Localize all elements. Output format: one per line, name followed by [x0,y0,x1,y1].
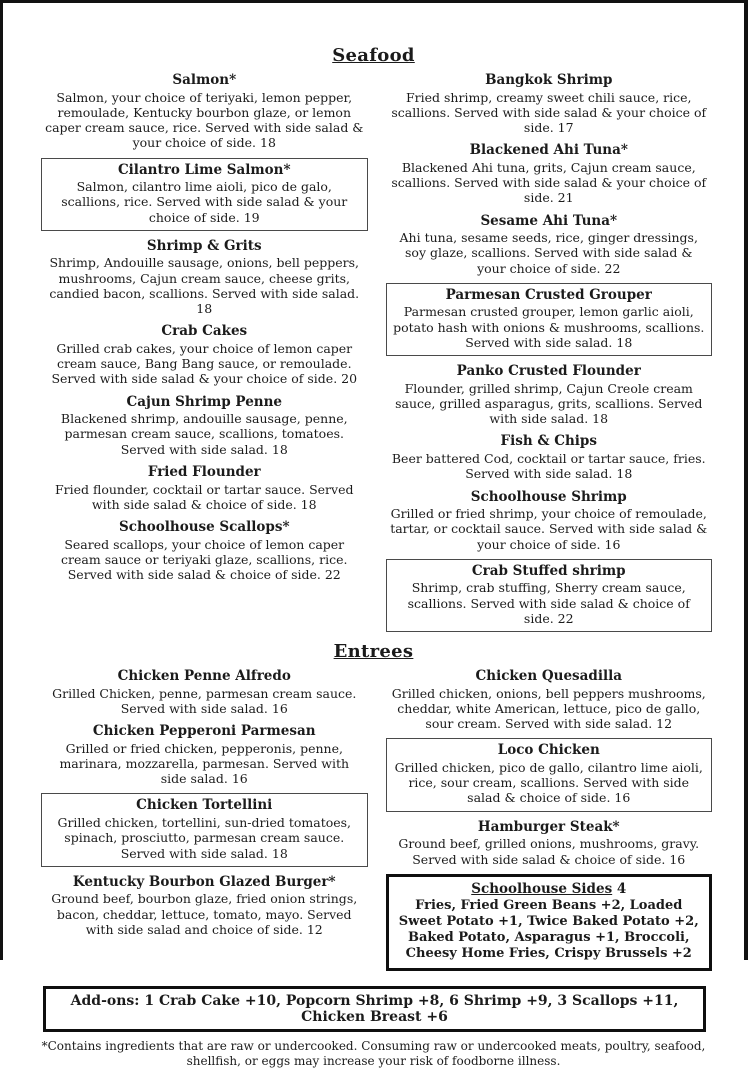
menu-item-chicken-tortellini [41,793,368,866]
item-description: Fried shrimp, creamy sweet chili sauce, rice, scallions. Served with side salad & your choice of side. 17 [391,89,707,136]
item-description: Ground beef, grilled onions, mushrooms, gravy. Served with side salad & choice of side. 16 [398,836,700,867]
disclaimer: *Contains ingredients that are raw or undercooked. Consuming raw or undercooked meats, poultry, seafood, shellfish, or eggs may increase your risk of foodborne illness. [41,1038,706,1069]
menu-item-chicken-quesadilla [390,668,709,731]
menu-item-schoolhouse-shrimp [390,489,709,552]
item-name: Chicken Penne Alfredo [117,668,291,685]
item-description: Grilled Chicken, penne, parmesan cream sauce. Served with side salad. 16 [52,685,357,716]
item-name: Schoolhouse Sides 4 [471,880,627,897]
item-name: Cajun Shrimp Penne [126,393,283,410]
item-name: Blackened Ahi Tuna* [469,142,628,159]
entrees-left-column [45,668,364,944]
item-description: Grilled crab cakes, your choice of lemon caper cream sauce, Bang Bang sauce, or remoulade. Served with side salad & your choice of side. 20 [51,340,358,387]
item-name: Parmesan Crusted Grouper [445,286,652,303]
item-name: Fish & Chips [500,433,597,450]
menu-item-schoolhouse-sides [386,874,713,971]
item-name: Chicken Pepperoni Parmesan [92,723,316,740]
section-seafood [3,45,744,639]
item-name: Schoolhouse Shrimp [470,488,627,505]
item-name: Crab Stuffed shrimp [471,562,626,579]
item-description: Beer battered Cod, cocktail or tartar sauce, fries. Served with side salad. 18 [391,451,706,482]
item-name: Shrimp & Grits [146,237,262,254]
item-name: Hamburger Steak* [477,818,620,835]
item-description: Flounder, grilled shrimp, Cajun Creole cream sauce, grilled asparagus, grits, scallions. Served with side salad. 18 [395,380,703,427]
menu-item-panko-crusted-flounder [390,363,709,426]
menu-item-fried-flounder [45,464,364,512]
item-name: Panko Crusted Flounder [456,363,641,380]
item-description: Fried flounder, cocktail or tartar sauce. Served with side salad & choice of side. 18 [55,481,354,512]
addons-box [43,986,706,1032]
entrees-columns [3,668,744,978]
item-description: Shrimp, Andouille sausage, onions, bell peppers, mushrooms, Cajun cream sauce, cheese grits, candied bacon, scallions. Served with side salad. 18 [49,255,360,317]
menu-item-shrimp-grits [45,238,364,317]
item-name: Loco Chicken [497,742,600,759]
addons-text: Add-ons: 1 Crab Cake +10, Popcorn Shrimp +8, 6 Shrimp +9, 3 Scallops +11, Chicken Breast +6 [70,992,679,1025]
section-entrees [3,641,744,978]
item-description: Grilled chicken, pico de gallo, cilantro lime aioli, rice, sour cream, scallions. Served with side salad & choice of side. 16 [394,759,703,806]
item-name: Bangkok Shrimp [485,72,613,88]
menu-item-bangkok-shrimp [390,72,709,135]
item-description: Grilled or fried chicken, pepperonis, penne, marinara, mozzarella, parmesan. Served with side salad. 16 [59,740,350,787]
item-name: Schoolhouse Scallops* [118,519,290,536]
item-description: Salmon, your choice of teriyaki, lemon pepper, remoulade, Kentucky bourbon glaze, or lemon caper cream sauce, rice. Served with side salad & your choice of side. 18 [45,89,364,151]
seafood-left-column [45,72,364,589]
menu-item-schoolhouse-scallops [45,519,364,582]
item-description: Salmon, cilantro lime aioli, pico de galo, scallions, rice. Served with side salad & your choice of side. 19 [61,179,348,225]
menu-item-crab-stuffed-shrimp [386,559,713,632]
item-description: Ahi tuna, sesame seeds, rice, ginger dressings, soy glaze, scallions. Served with side salad & your choice of side. 22 [399,230,698,276]
entrees-right-column [390,668,709,978]
menu-item-loco-chicken [386,738,713,811]
item-description: Fries, Fried Green Beans +2, Loaded Sweet Potato +1, Twice Baked Potato +2, Baked Potato, Asparagus +1, Broccoli, Cheesy Home Fries, Crispy Brussels +2 [398,898,699,961]
item-name: Fried Flounder [147,463,261,480]
item-name: Sesame Ahi Tuna* [480,212,618,229]
seafood-right-column [390,72,709,639]
item-name: Chicken Tortellini [136,797,273,814]
menu-item-chicken-pepperoni-parmesan [45,723,364,786]
item-name: Crab Cakes [161,323,248,340]
item-name: Kentucky Bourbon Glazed Burger* [72,873,336,890]
menu-item-sesame-ahi-tuna [390,213,709,276]
menu-item-kentucky-bourbon-glazed-burger [45,874,364,937]
menu-item-cajun-shrimp-penne [45,394,364,457]
menu-item-chicken-penne-alfredo [45,668,364,716]
menu-item-salmon [45,72,364,151]
item-description: Parmesan crusted grouper, lemon garlic aioli, potato hash with onions & mushrooms, scallions. Served with side salad. 18 [393,304,705,350]
item-name: Chicken Quesadilla [475,668,622,685]
item-description: Grilled or fried shrimp, your choice of remoulade, tartar, or cocktail sauce. Served with side salad & your choice of side. 16 [390,506,708,552]
menu-item-blackened-ahi-tuna [390,142,709,205]
menu-item-parmesan-crusted-grouper [386,283,713,356]
item-description: Seared scallops, your choice of lemon caper cream sauce or teriyaki glaze, scallions, rice. Served with side salad & choice of side. 22 [61,536,348,583]
menu-item-hamburger-steak [390,819,709,867]
item-description: Grilled chicken, tortellini, sun-dried tomatoes, spinach, prosciutto, parmesan cream sauce. Served with side salad. 18 [57,815,352,861]
item-description: Ground beef, bourbon glaze, fried onion strings, bacon, cheddar, lettuce, tomato, mayo. Served with side salad and choice of side. 12 [51,891,358,937]
seafood-columns [3,72,744,639]
item-description: Blackened shrimp, andouille sausage, penne, parmesan cream sauce, scallions, tomatoes. Served with side salad. 18 [60,411,348,457]
menu-item-cilantro-lime-salmon [41,158,368,231]
entrees-section-title: Entrees [333,641,414,663]
menu-item-crab-cakes [45,323,364,386]
menu-item-fish-chips [390,433,709,481]
item-description: Shrimp, crab stuffing, Sherry cream sauce, scallions. Served with side salad & choice of side. 22 [407,580,690,626]
seafood-section-title: Seafood [332,45,415,66]
item-description: Grilled chicken, onions, bell peppers mushrooms, cheddar, white American, lettuce, pico de gallo, sour cream. Served with side salad. 12 [391,685,706,732]
item-name: Cilantro Lime Salmon* [117,161,291,178]
item-description: Blackened Ahi tuna, grits, Cajun cream sauce, scallions. Served with side salad & your choice of side. 21 [391,159,707,206]
item-name: Salmon* [172,72,237,88]
